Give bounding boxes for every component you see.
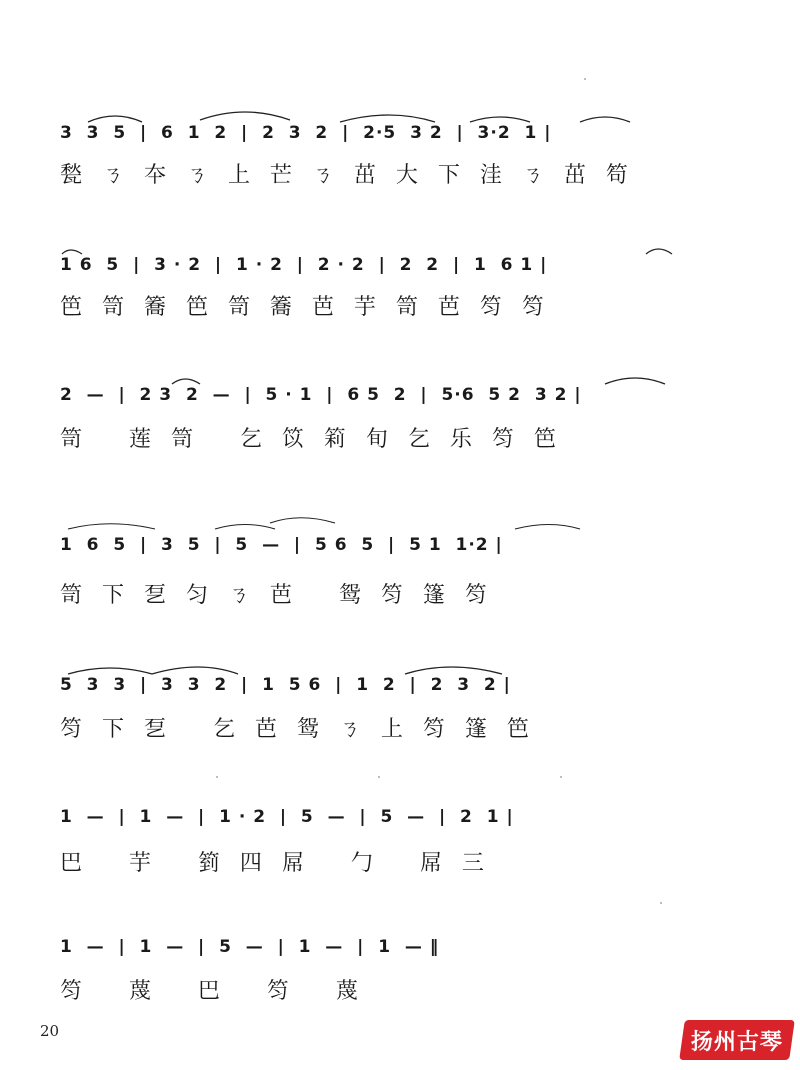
scan-speck (584, 78, 586, 80)
scan-speck (660, 902, 662, 904)
jianpu-notes: 2 — | 2 3 2 — | 5 · 1 | 6 5 2 | 5·6 5 2 3 2 | (60, 385, 582, 405)
watermark-text: 扬州古琴 (690, 1029, 783, 1055)
watermark-logo (679, 1020, 795, 1060)
guqin-tablature: 笉 下 乭 乞 芭 鸳 ㄋ 上 笉 篷 笆 (60, 717, 531, 742)
scan-speck (560, 776, 562, 778)
jianpu-notes: 1 6 5 | 3 · 2 | 1 · 2 | 2 · 2 | 2 2 | 1 6 1 | (60, 255, 548, 275)
jianpu-notes: 1 — | 1 — | 5 — | 1 — | 1 — ‖ (60, 937, 440, 957)
jianpu-notes: 1 6 5 | 3 5 | 5 — | 5 6 5 | 5 1 1·2 | (60, 535, 503, 555)
page-number: 20 (40, 1022, 60, 1040)
scan-speck (216, 776, 218, 778)
jianpu-notes: 3 3 5 | 6 1 2 | 2 3 2 | 2·5 3 2 | 3·2 1 | (60, 123, 552, 143)
jianpu-notes: 1 — | 1 — | 1 · 2 | 5 — | 5 — | 2 1 | (60, 807, 514, 827)
guqin-tablature: 笥 莲 笥 乞 笖 筣 旬 乞 乐 笉 笆 (60, 427, 558, 452)
guqin-tablature: 笉 蔑 巴 笉 蔑 (60, 979, 360, 1004)
jianpu-notes: 5 3 3 | 3 3 2 | 1 5 6 | 1 2 | 2 3 2 | (60, 675, 511, 695)
guqin-tablature: 笆 笥 簥 笆 笥 簥 芭 芋 笥 芭 笉 笉 (60, 295, 546, 320)
guqin-tablature: 笥 下 乭 匀 ㄋ 芭 鸳 笉 篷 笉 (60, 583, 489, 608)
guqin-tablature: 巴 芋 箌 四 屌 勹 屌 三 (60, 851, 486, 876)
guqin-tablature: 甃 ㄋ 夲 ㄋ 上 芒 ㄋ 茁 大 下 洼 ㄋ 茁 笱 (60, 163, 630, 188)
scan-speck (378, 776, 380, 778)
